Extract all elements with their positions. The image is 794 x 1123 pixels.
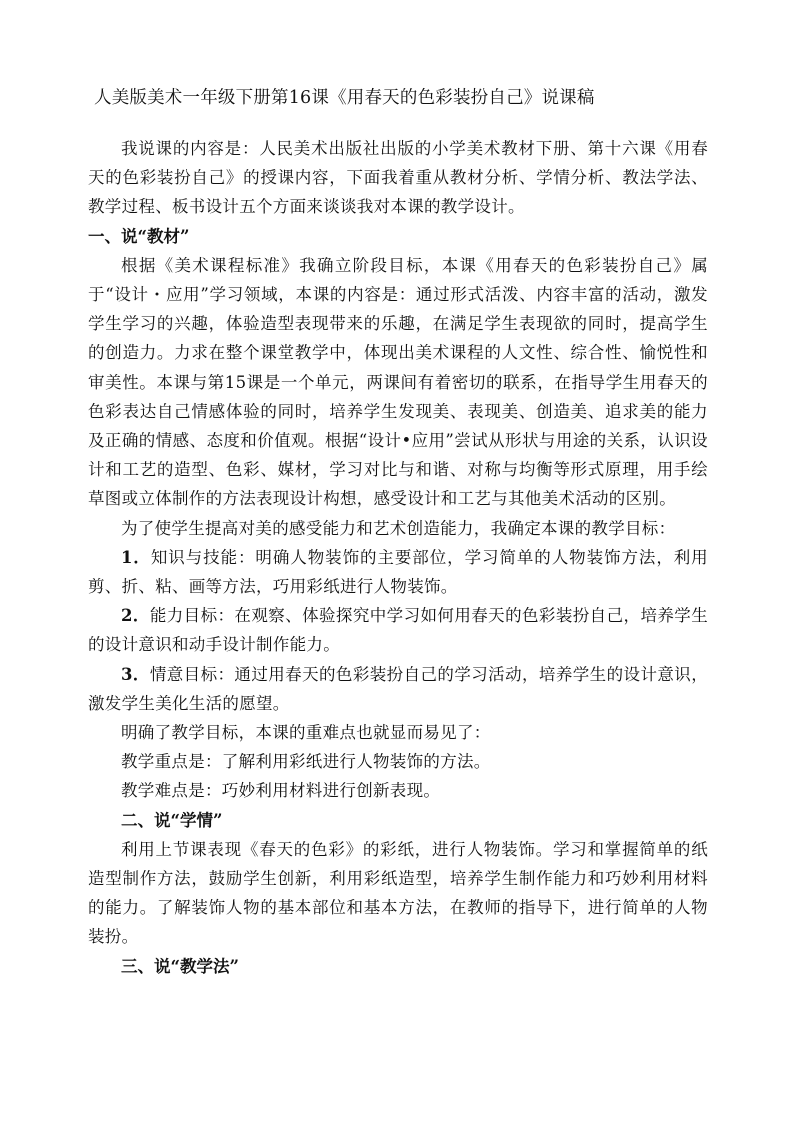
section-heading-methods: 三、说“教学法” [121, 956, 239, 976]
document-page [88, 84, 708, 981]
goal-number: 1． [121, 547, 151, 567]
goal-number: 3． [121, 664, 150, 684]
goal-text: 情意目标：通过用春天的色彩装扮自己的学习活动，培养学生的设计意识，激发学生美化生活的愿望。 [88, 664, 708, 713]
document-title: 人美版美术一年级下册第16课《用春天的色彩装扮自己》说课稿 [94, 88, 595, 108]
intro-paragraph: 我说课的内容是：人民美术出版社出版的小学美术教材下册、第十六课《用春天的色彩装扮自己》的授课内容，下面我着重从教材分析、学情分析、教法学法、教学过程、板书设计五个方面来谈谈我对本课的教学设计。 [88, 139, 708, 217]
section-heading-students: 二、说“学情” [121, 810, 223, 830]
goal-text: 能力目标：在观察、体验探究中学习如何用春天的色彩装扮自己，培养学生的设计意识和动手设计制作能力。 [88, 606, 708, 655]
textbook-paragraph: 根据《美术课程标准》我确立阶段目标，本课《用春天的色彩装扮自己》属于“设计・应用”学习领域，本课的内容是：通过形式活泼、内容丰富的活动，激发学生学习的兴趣，体验造型表现带来的乐趣，在满足学生表现欲的同时，提高学生的创造力。力求在整个课堂教学中，体现出美术课程的人文性、综合性、愉悦性和审美性。本课与第15课是一个单元，两课间有着密切的联系，在指导学生用春天的色彩表达自己情感体验的同时，培养学生发现美、表现美、创造美、追求美的能力及正确的情感、态度和价值观。根据“设计•应用”尝试从形状与用途的关系，认识设计和工艺的造型、色彩、媒材，学习对比与和谐、对称与均衡等形式原理，用手绘草图或立体制作的方法表现设计构想，感受设计和工艺与其他美术活动的区别。 [88, 255, 708, 509]
goal-text: 知识与技能：明确人物装饰的主要部位，学习简单的人物装饰方法，利用剪、折、粘、画等方法，巧用彩纸进行人物装饰。 [88, 547, 708, 597]
goal-item-emotion [88, 660, 708, 718]
goal-item-knowledge [88, 543, 708, 601]
goal-item-ability [88, 601, 708, 659]
section-heading-textbook: 一、说“教材” [88, 226, 190, 246]
goals-intro-paragraph: 为了使学生提高对美的感受能力和艺术创造能力，我确定本课的教学目标： [121, 518, 676, 538]
key-difficult-intro: 明确了教学目标，本课的重难点也就显而易见了： [121, 723, 491, 743]
key-point: 教学重点是：了解利用彩纸进行人物装饰的方法。 [121, 752, 491, 772]
goal-number: 2． [121, 606, 150, 626]
difficult-point: 教学难点是：巧妙利用材料进行创新表现。 [121, 781, 441, 801]
students-paragraph: 利用上节课表现《春天的色彩》的彩纸，进行人物装饰。学习和掌握简单的纸造型制作方法，鼓励学生创新，利用彩纸造型，培养学生制作能力和巧妙利用材料的能力。了解装饰人物的基本部位和基本方法，在教师的指导下，进行简单的人物装扮。 [88, 839, 708, 947]
